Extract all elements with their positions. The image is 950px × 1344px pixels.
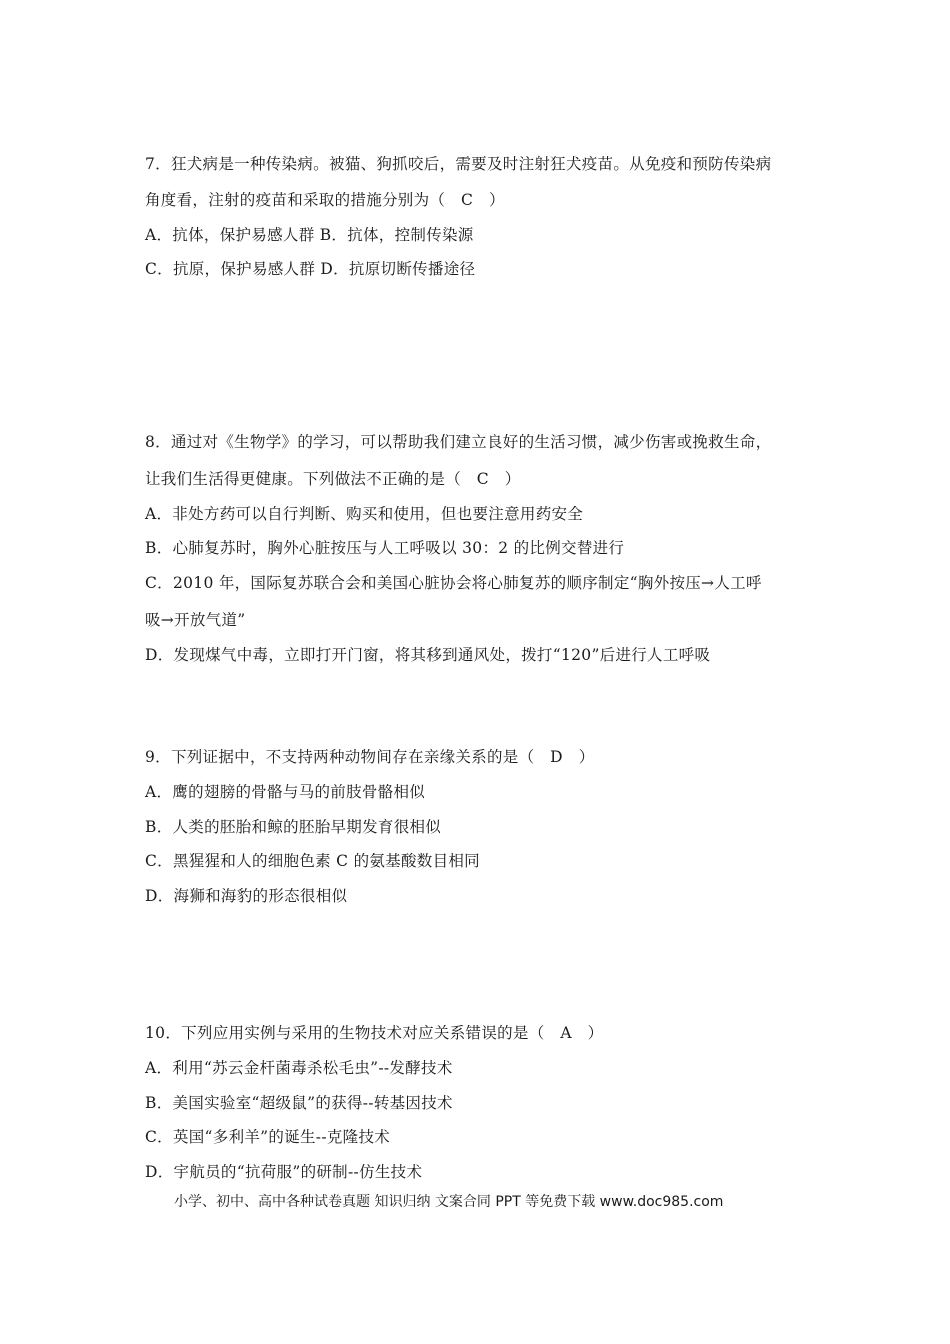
q10-option-a: A．利用“苏云金杆菌毒杀松毛虫”--发酵技术 <box>145 1059 453 1077</box>
footer-note: 小学、初中、高中各种试卷真题 知识归纳 文案合同 PPT 等免费下载 www.doc985.com <box>174 1194 724 1210</box>
q7-option-line-1: A．抗体，保护易感人群 B．抗体，控制传染源 <box>145 226 474 244</box>
q10-option-c: C．英国“多利羊”的诞生--克隆技术 <box>145 1128 391 1146</box>
q8-stem-line-2: 让我们生活得更健康。下列做法不正确的是（ C ） <box>145 470 521 488</box>
q8-option-c-line-1: C．2010 年，国际复苏联合会和美国心脏协会将心肺复苏的顺序制定“胸外按压→人工呼 <box>145 574 762 592</box>
q7-stem-line-2: 角度看，注射的疫苗和采取的措施分别为（ C ） <box>145 191 505 209</box>
q9-option-a: A．鹰的翅膀的骨骼与马的前肢骨骼相似 <box>145 783 426 801</box>
q8-option-c-line-2: 吸→开放气道” <box>145 611 246 629</box>
q9-option-d: D．海狮和海豹的形态很相似 <box>145 887 348 905</box>
q9-stem: 9．下列证据中，不支持两种动物间存在亲缘关系的是（ D ） <box>145 748 595 766</box>
q10-option-d: D．宇航员的“抗荷服”的研制--仿生技术 <box>145 1163 423 1181</box>
q8-option-d: D．发现煤气中毒，立即打开门窗，将其移到通风处，拨打“120”后进行人工呼吸 <box>145 646 711 664</box>
q9-option-c: C．黑猩猩和人的细胞色素 C 的氨基酸数目相同 <box>145 852 480 870</box>
q10-stem: 10．下列应用实例与采用的生物技术对应关系错误的是（ A ） <box>145 1024 604 1042</box>
q9-option-b: B．人类的胚胎和鲸的胚胎早期发育很相似 <box>145 818 442 836</box>
q8-option-a: A．非处方药可以自行判断、购买和使用，但也要注意用药安全 <box>145 505 584 523</box>
q10-option-b: B．美国实验室“超级鼠”的获得--转基因技术 <box>145 1094 453 1112</box>
q8-stem-line-1: 8．通过对《生物学》的学习，可以帮助我们建立良好的生活习惯，减少伤害或挽救生命， <box>145 433 772 451</box>
q7-stem-line-1: 7．狂犬病是一种传染病。被猫、狗抓咬后，需要及时注射狂犬疫苗。从免疫和预防传染病 <box>145 155 772 173</box>
q8-option-b: B．心肺复苏时，胸外心脏按压与人工呼吸以 30：2 的比例交替进行 <box>145 539 625 557</box>
q7-option-line-2: C．抗原，保护易感人群 D．抗原切断传播途径 <box>145 260 476 278</box>
